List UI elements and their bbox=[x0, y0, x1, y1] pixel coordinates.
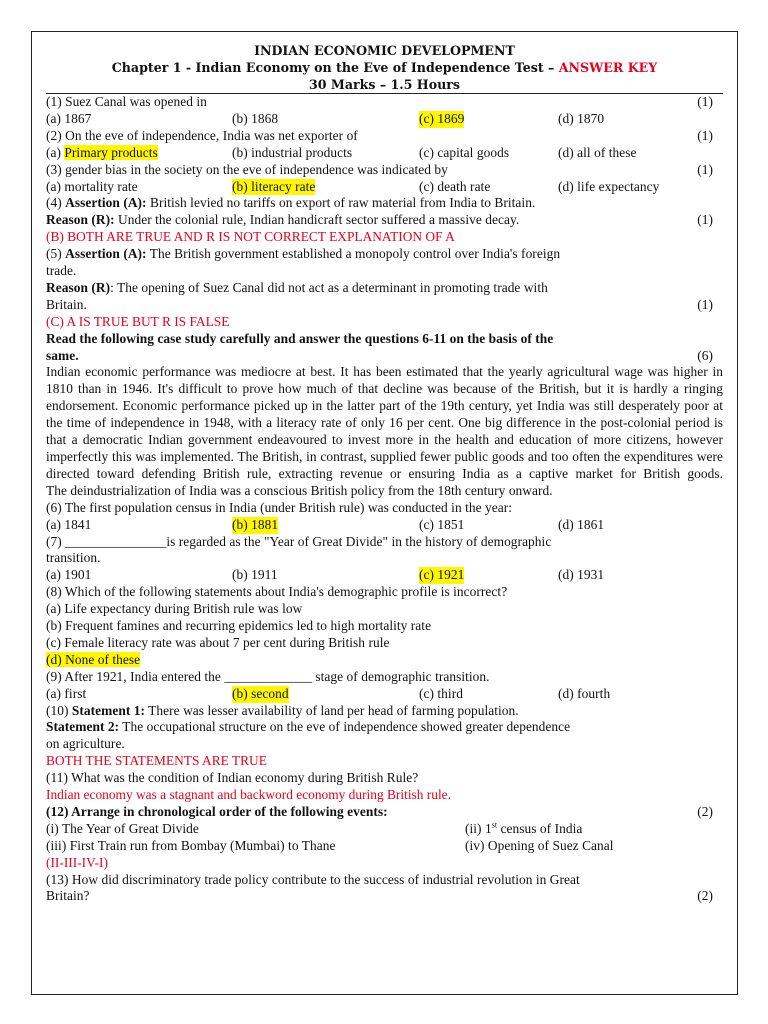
question-5-assertion-cont: trade. bbox=[46, 263, 77, 279]
answer-key-label: ANSWER KEY bbox=[558, 60, 658, 75]
correct-option: Primary products bbox=[64, 144, 158, 160]
question-12: (12) Arrange in chronological order of the following events: (2) bbox=[46, 803, 713, 819]
case-study-instruction-cont: same. (6) bbox=[46, 347, 713, 363]
question-8: (8) Which of the following statements about India's demographic profile is incorrect? bbox=[46, 584, 508, 600]
question-8-option-b: (b) Frequent famines and recurring epidemics led to high mortality rate bbox=[46, 618, 432, 634]
correct-option: (b) 1881 bbox=[232, 516, 279, 532]
answer-key-document bbox=[46, 42, 723, 905]
question-1-options: (a) 1867 (b) 1868 (c) 1869 (d) 1870 bbox=[46, 110, 605, 126]
case-study-instruction: Read the following case study carefully and answer the questions 6-11 on the basis of the bbox=[46, 330, 554, 346]
question-6-options: (a) 1841 (b) 1881 (c) 1851 (d) 1861 bbox=[46, 516, 605, 532]
question-7-options: (a) 1901 (b) 1911 (c) 1921 (d) 1931 bbox=[46, 567, 605, 583]
correct-option: (b) literacy rate bbox=[232, 178, 316, 194]
question-2-options: (a) Primary products (b) industrial products (c) capital goods (d) all of these bbox=[46, 144, 637, 160]
header-marks: 30 Marks – 1.5 Hours bbox=[308, 77, 460, 92]
correct-option: (d) None of these bbox=[46, 651, 141, 667]
question-10-statement-2-cont: on agriculture. bbox=[46, 736, 125, 752]
question-7: (7) _______________is regarded as the "Year of Great Divide" in the history of demographic bbox=[46, 533, 552, 549]
question-4-assertion: (4) Assertion (A): British levied no tariffs on export of raw material from India to Britain. bbox=[46, 195, 536, 211]
question-2: (2) On the eve of independence, India was net exporter of (1) bbox=[46, 127, 713, 143]
header-title: INDIAN ECONOMIC DEVELOPMENT bbox=[254, 43, 515, 58]
question-7-cont: transition. bbox=[46, 550, 101, 566]
question-9-options: (a) first (b) second (c) third (d) fourth bbox=[46, 685, 611, 701]
question-12-events-row-1: (i) The Year of Great Divide (ii) 1st census of India bbox=[46, 820, 583, 836]
question-5-assertion: (5) Assertion (A): The British government established a monopoly control over India's foreign bbox=[46, 246, 561, 262]
case-study-passage-last: The deindustrialization of India was a conscious British policy from the 18th century onward. bbox=[46, 482, 553, 498]
question-10-answer: BOTH THE STATEMENTS ARE TRUE bbox=[46, 753, 267, 769]
question-13: (13) How did discriminatory trade policy contribute to the success of industrial revolution in Great bbox=[46, 871, 580, 887]
question-12-answer: (II-III-IV-I) bbox=[46, 854, 108, 870]
question-11: (11) What was the condition of Indian economy during British Rule? bbox=[46, 770, 419, 786]
question-4-answer: (B) BOTH ARE TRUE AND R IS NOT CORRECT EXPLANATION OF A bbox=[46, 229, 455, 245]
case-study-passage: Indian economic performance was mediocre at best. It has been estimated that the yearly agricultural wage was higher in 1810 than in 1946. It's difficult to prove how much of that decline was because of the British, but it is hardly a ringing endorsement. Economic performance picked up in the latter part of the 19th century, yet India was still desperately poor at the time of independence in 1948, with a literacy rate of only 16 per cent. One big difference in the post-colonial period is that a democratic Indian government endeavoured to invest more in the health and education of more citizens, however imperfectly this was implemented. The British, in contrast, supplied fewer public goods and too often the expenditures were directed toward defending British rule, extracting revenue or ensuring India as a captive market for British goods. bbox=[46, 364, 723, 481]
question-12-events-row-2: (iii) First Train run from Bombay (Mumbai) to Thane (iv) Opening of Suez Canal bbox=[46, 837, 614, 853]
correct-option: (b) second bbox=[232, 685, 289, 701]
question-4-reason: Reason (R): Under the colonial rule, Indian handicraft sector suffered a massive decay. (1) bbox=[46, 212, 713, 228]
question-5-answer: (C) A IS TRUE BUT R IS FALSE bbox=[46, 313, 230, 329]
question-11-answer: Indian economy was a stagnant and backword economy during British rule. bbox=[46, 787, 451, 803]
question-9: (9) After 1921, India entered the _____________ stage of demographic transition. bbox=[46, 668, 490, 684]
question-8-option-c: (c) Female literacy rate was about 7 per cent during British rule bbox=[46, 634, 390, 650]
question-8-option-d bbox=[46, 652, 723, 669]
question-1: (1) Suez Canal was opened in (1) bbox=[46, 94, 713, 109]
question-3-options: (a) mortality rate (b) literacy rate (c) death rate (d) life expectancy bbox=[46, 178, 660, 194]
correct-option: (c) 1921 bbox=[419, 567, 465, 583]
question-10-statement-2: Statement 2: The occupational structure on the eve of independence showed greater dependence bbox=[46, 719, 571, 735]
correct-option: (c) 1869 bbox=[419, 110, 465, 126]
header-subtitle: Chapter 1 - Indian Economy on the Eve of Independence Test – ANSWER KEY bbox=[111, 60, 658, 75]
question-10-statement-1: (10) Statement 1: There was lesser availability of land per head of farming population. bbox=[46, 702, 519, 718]
question-5-reason: Reason (R): The opening of Suez Canal did not act as a determinant in promoting trade with bbox=[46, 279, 548, 295]
question-3: (3) gender bias in the society on the eve of independence was indicated by (1) bbox=[46, 161, 713, 177]
question-5-reason-cont: Britain. (1) bbox=[46, 296, 713, 312]
question-13-cont: Britain? (2) bbox=[46, 888, 713, 904]
question-8-option-a: (a) Life expectancy during British rule was low bbox=[46, 601, 303, 617]
question-6: (6) The first population census in India (under British rule) was conducted in the year: bbox=[46, 499, 513, 515]
